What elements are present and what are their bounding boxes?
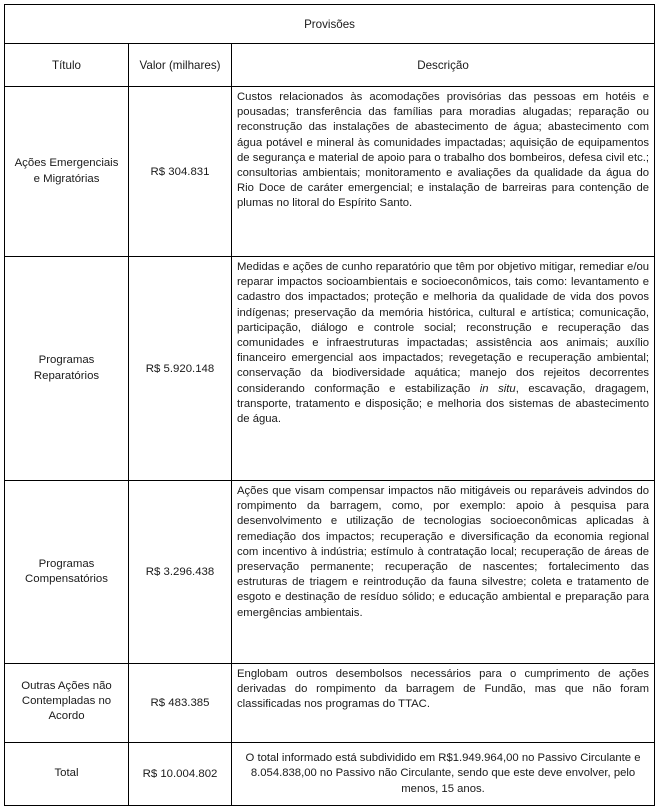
table-row: [5, 481, 655, 664]
table-row-total: [5, 743, 655, 806]
row-description-part-2: , escavação, dragagem, transporte, tratamento e disposição; e melhoria dos sistemas de abastecimento de água.: [237, 382, 650, 425]
table-caption: Provisões: [5, 5, 655, 44]
column-header-titulo: Título: [5, 44, 129, 87]
row-description: O total informado está subdividido em R$1.949.964,00 no Passivo Circulante e 8.054.838,00 no Passivo não Circulante, sendo que este deve envolver, pelo menos, 15 anos.: [232, 743, 655, 806]
row-description: Custos relacionados às acomodações provisórias das pessoas em hotéis e pousadas; transferência das famílias para moradias alugadas; reparação ou reconstrução das instalações de abastecimento de água; abastecimento com água potável e mineral às comunidades impactadas; aquisição de equipamentos de segurança e material de apoio para o trabalho dos bombeiros, defesa civil etc.; consultorias ambientais; monitoramento e avaliações da qualidade da água do Rio Doce de caráter emergencial; e instalação de barreiras para contenção de plumas no litoral do Espírito Santo.: [232, 87, 655, 257]
row-title: Outras Ações não Contempladas no Acordo: [5, 664, 129, 743]
column-header-valor: Valor (milhares): [129, 44, 232, 87]
row-value: R$ 3.296.438: [129, 481, 232, 664]
row-description: Englobam outros desembolsos necessários para o cumprimento de ações derivadas do rompimento da barragem de Fundão, mas que não foram classificadas nos programas do TTAC.: [232, 664, 655, 743]
row-title: Programas Reparatórios: [5, 257, 129, 481]
row-title: Programas Compensatórios: [5, 481, 129, 664]
row-description-italic: in situ: [479, 382, 516, 395]
provisions-table: [4, 4, 655, 806]
row-value: R$ 5.920.148: [129, 257, 232, 481]
table-header-row: [5, 44, 655, 87]
row-description-part-1: Medidas e ações de cunho reparatório que têm por objetivo mitigar, remediar e/ou reparar impactos socioambientais e socioeconômicos, tais como: levantamento e cadastro dos impactados; proteção e melhoria da qualidade de vida dos povos indígenas; preservação da memória histórica, cultural e artística; comunicação, participação, diálogo e controle social; reconstrução e recuperação das comunidades e infraestruturas impactadas; assistência aos animais; auxílio financeiro emergencial aos impactados; revegetação e recuperação ambiental; conservação da biodiversidade aquática; manejo dos rejeitos decorrentes considerando conformação e estabilização: [237, 261, 650, 395]
row-description: Ações que visam compensar impactos não mitigáveis ou reparáveis advindos do rompimento da barragem, como, por exemplo: apoio à pesquisa para desenvolvimento e utilização de tecnologias socioeconômicas aplicadas à remediação dos impactos; recuperação e diversificação da economia regional com incentivo à indústria; estímulo à contratação local; recuperação de áreas de preservação permanente; recuperação de nascentes; fortalecimento das estruturas de triagem e reintrodução da fauna silvestre; coleta e tratamento de esgoto e destinação de resíduo sólido; e educação ambiental e preparação para emergências ambientais.: [232, 481, 655, 664]
table-row: [5, 87, 655, 257]
table-row: [5, 664, 655, 743]
row-description: [232, 257, 655, 481]
row-value: R$ 10.004.802: [129, 743, 232, 806]
row-title: Ações Emergenciais e Migratórias: [5, 87, 129, 257]
row-title: Total: [5, 743, 129, 806]
row-value: R$ 483.385: [129, 664, 232, 743]
row-value: R$ 304.831: [129, 87, 232, 257]
table-caption-row: [5, 5, 655, 44]
column-header-descricao: Descrição: [232, 44, 655, 87]
table-row: [5, 257, 655, 481]
